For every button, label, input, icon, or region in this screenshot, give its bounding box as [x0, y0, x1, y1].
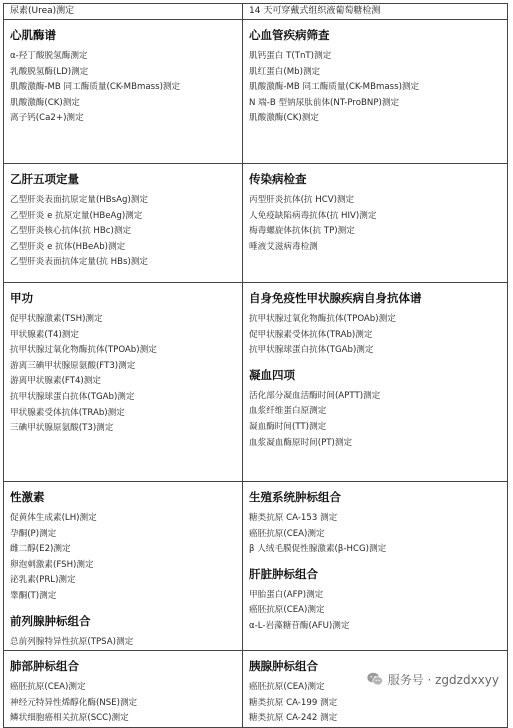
table-cell-left — [4, 20, 243, 164]
section-title: 凝血四项 — [249, 367, 295, 382]
table-cell-right — [243, 283, 508, 482]
test-item: 乙型肝炎 e 抗体(HBeAb)测定 — [10, 241, 126, 252]
test-item: 肌红蛋白(Mb)测定 — [249, 66, 321, 77]
section-title: 性激素 — [10, 490, 45, 504]
test-item: 唾液艾滋病毒检测 — [249, 241, 318, 252]
test-item: 乳酸脱氢酶(LD)测定 — [10, 66, 89, 77]
test-item: N 端-B 型钠尿肽前体(NT-ProBNP)测定 — [249, 97, 400, 108]
header-right-cell: 14 天可穿戴式组织液葡萄糖检测 — [243, 4, 508, 20]
section-title: 甲功 — [10, 291, 33, 305]
test-item: 癌胚抗原(CEA)测定 — [249, 528, 325, 539]
test-item: 癌胚抗原(CEA)测定 — [249, 682, 325, 693]
test-item: α-羟丁酸脱氢酶测定 — [10, 51, 88, 61]
test-item: 孕酮(P)测定 — [10, 528, 57, 539]
test-item: 肌酸激酶(CK)测定 — [10, 97, 80, 108]
test-item: 肌钙蛋白 T(TnT)测定 — [249, 51, 332, 61]
watermark — [366, 669, 499, 689]
test-item: 促甲状腺激素(TSH)测定 — [10, 314, 103, 324]
test-item: 抗甲状腺过氧化物酶抗体(TPOAb)测定 — [10, 345, 157, 356]
table-row — [4, 283, 508, 482]
test-item: 雌二醇(E2)测定 — [10, 544, 71, 555]
test-item: 凝血酶时间(TT)测定 — [249, 421, 327, 432]
test-item: 睾酮(T)测定 — [10, 590, 57, 601]
test-item: 糖类抗原 CA-153 测定 — [249, 513, 338, 523]
test-item: 抗甲状腺球蛋白抗体(TGAb)测定 — [10, 391, 135, 402]
section-title: 肝脏肿标组合 — [249, 566, 318, 581]
test-item: 泌乳素(PRL)测定 — [10, 575, 76, 586]
table-cell-left — [4, 651, 243, 728]
table-cell-right — [243, 651, 508, 728]
test-item: β 人绒毛膜促性腺激素(β-HCG)测定 — [249, 544, 387, 555]
section-title: 肺部肿标组合 — [10, 659, 79, 674]
test-item: 肌酸激酶-MB 同工酶质量(CK-MBmass)测定 — [249, 82, 420, 93]
table-cell-left — [4, 164, 243, 283]
test-item: 肌酸激酶(CK)测定 — [249, 113, 319, 124]
test-table — [3, 3, 508, 728]
test-item: 癌胚抗原(CEA)测定 — [10, 682, 86, 693]
table-row — [4, 651, 508, 728]
test-item: 乙型肝炎 e 抗原定量(HBeAg)测定 — [10, 210, 143, 221]
test-item: 抗甲状腺过氧化物酶抗体(TPOAb)测定 — [249, 314, 396, 324]
test-item: 抗甲状腺球蛋白抗体(TGAb)测定 — [249, 345, 374, 356]
test-item: 促甲状腺素受体抗体(TRAb)测定 — [249, 329, 373, 340]
test-item: 离子钙(Ca2+)测定 — [10, 113, 84, 124]
test-item: 鳞状细胞癌相关抗原(SCC)测定 — [10, 713, 129, 724]
test-item: 梅毒螺旋体抗体(抗 TP)测定 — [249, 226, 355, 237]
test-item: 丙型肝炎抗体(抗 HCV)测定 — [249, 195, 355, 205]
test-sheet — [3, 3, 508, 728]
test-item: 促黄体生成素(LH)测定 — [10, 513, 97, 523]
test-item: 乙型肝炎表面抗体定量(抗 HBs)测定 — [10, 257, 148, 268]
test-item: 活化部分凝血活酶时间(APTT)测定 — [249, 390, 381, 401]
test-item: 总前列腺特异性抗原(TPSA)测定 — [10, 636, 134, 647]
section-title: 生殖系统肿标组合 — [249, 490, 341, 504]
test-item: 甲状腺素(T4)测定 — [10, 329, 79, 340]
test-item: 糖类抗原 CA-242 测定 — [249, 713, 338, 724]
section-title: 心肌酶谱 — [10, 28, 56, 42]
section-title: 前列腺肿标组合 — [10, 613, 91, 628]
test-item: 人免疫缺陷病毒抗体(抗 HIV)测定 — [249, 210, 377, 221]
wechat-icon — [366, 670, 384, 688]
table-row — [4, 20, 508, 164]
test-item: 甲状腺素受体抗体(TRAb)测定 — [10, 407, 125, 418]
test-item: 癌胚抗原(CEA)测定 — [249, 605, 325, 616]
test-item: 乙型肝炎表面抗原定量(HBsAg)测定 — [10, 195, 148, 205]
watermark-text: 服务号 · zgdzdxxyy — [387, 672, 499, 687]
test-item: 乙型肝炎核心抗体(抗 HBc)测定 — [10, 226, 132, 237]
test-item: 糖类抗原 CA-199 测定 — [249, 697, 338, 708]
test-item: 三碘甲状腺原氨酸(T3)测定 — [10, 423, 114, 434]
test-item: α-L-岩藻糖苷酶(AFU)测定 — [249, 620, 350, 631]
test-item: 肌酸激酶-MB 同工酶质量(CK-MBmass)测定 — [10, 82, 181, 93]
test-item: 卵泡刺激素(FSH)测定 — [10, 559, 94, 570]
test-item: 血浆纤维蛋白原测定 — [249, 406, 327, 417]
table-row — [4, 482, 508, 651]
table-row — [4, 164, 508, 283]
header-left-cell: 尿素(Urea)测定 — [4, 4, 243, 20]
table-cell-right — [243, 20, 508, 164]
section-title: 胰腺肿标组合 — [249, 659, 318, 674]
header-row — [4, 4, 508, 20]
test-item: 游离三碘甲状腺原氨酸(FT3)测定 — [10, 360, 136, 371]
table-cell-right — [243, 164, 508, 283]
test-item: 神经元特异性烯醇化酶(NSE)测定 — [10, 697, 138, 708]
section-title: 传染病检查 — [249, 172, 307, 186]
section-title: 乙肝五项定量 — [10, 172, 79, 186]
table-cell-left — [4, 482, 243, 651]
test-item: 甲胎蛋白(AFP)测定 — [249, 589, 324, 600]
test-item: 血浆凝血酶原时间(PT)测定 — [249, 437, 353, 448]
table-cell-left — [4, 283, 243, 482]
table-cell-right — [243, 482, 508, 651]
section-title: 心血管疾病筛查 — [249, 28, 330, 42]
test-item: 游离甲状腺素(FT4)测定 — [10, 376, 101, 387]
section-title: 自身免疫性甲状腺疾病自身抗体谱 — [249, 291, 422, 305]
